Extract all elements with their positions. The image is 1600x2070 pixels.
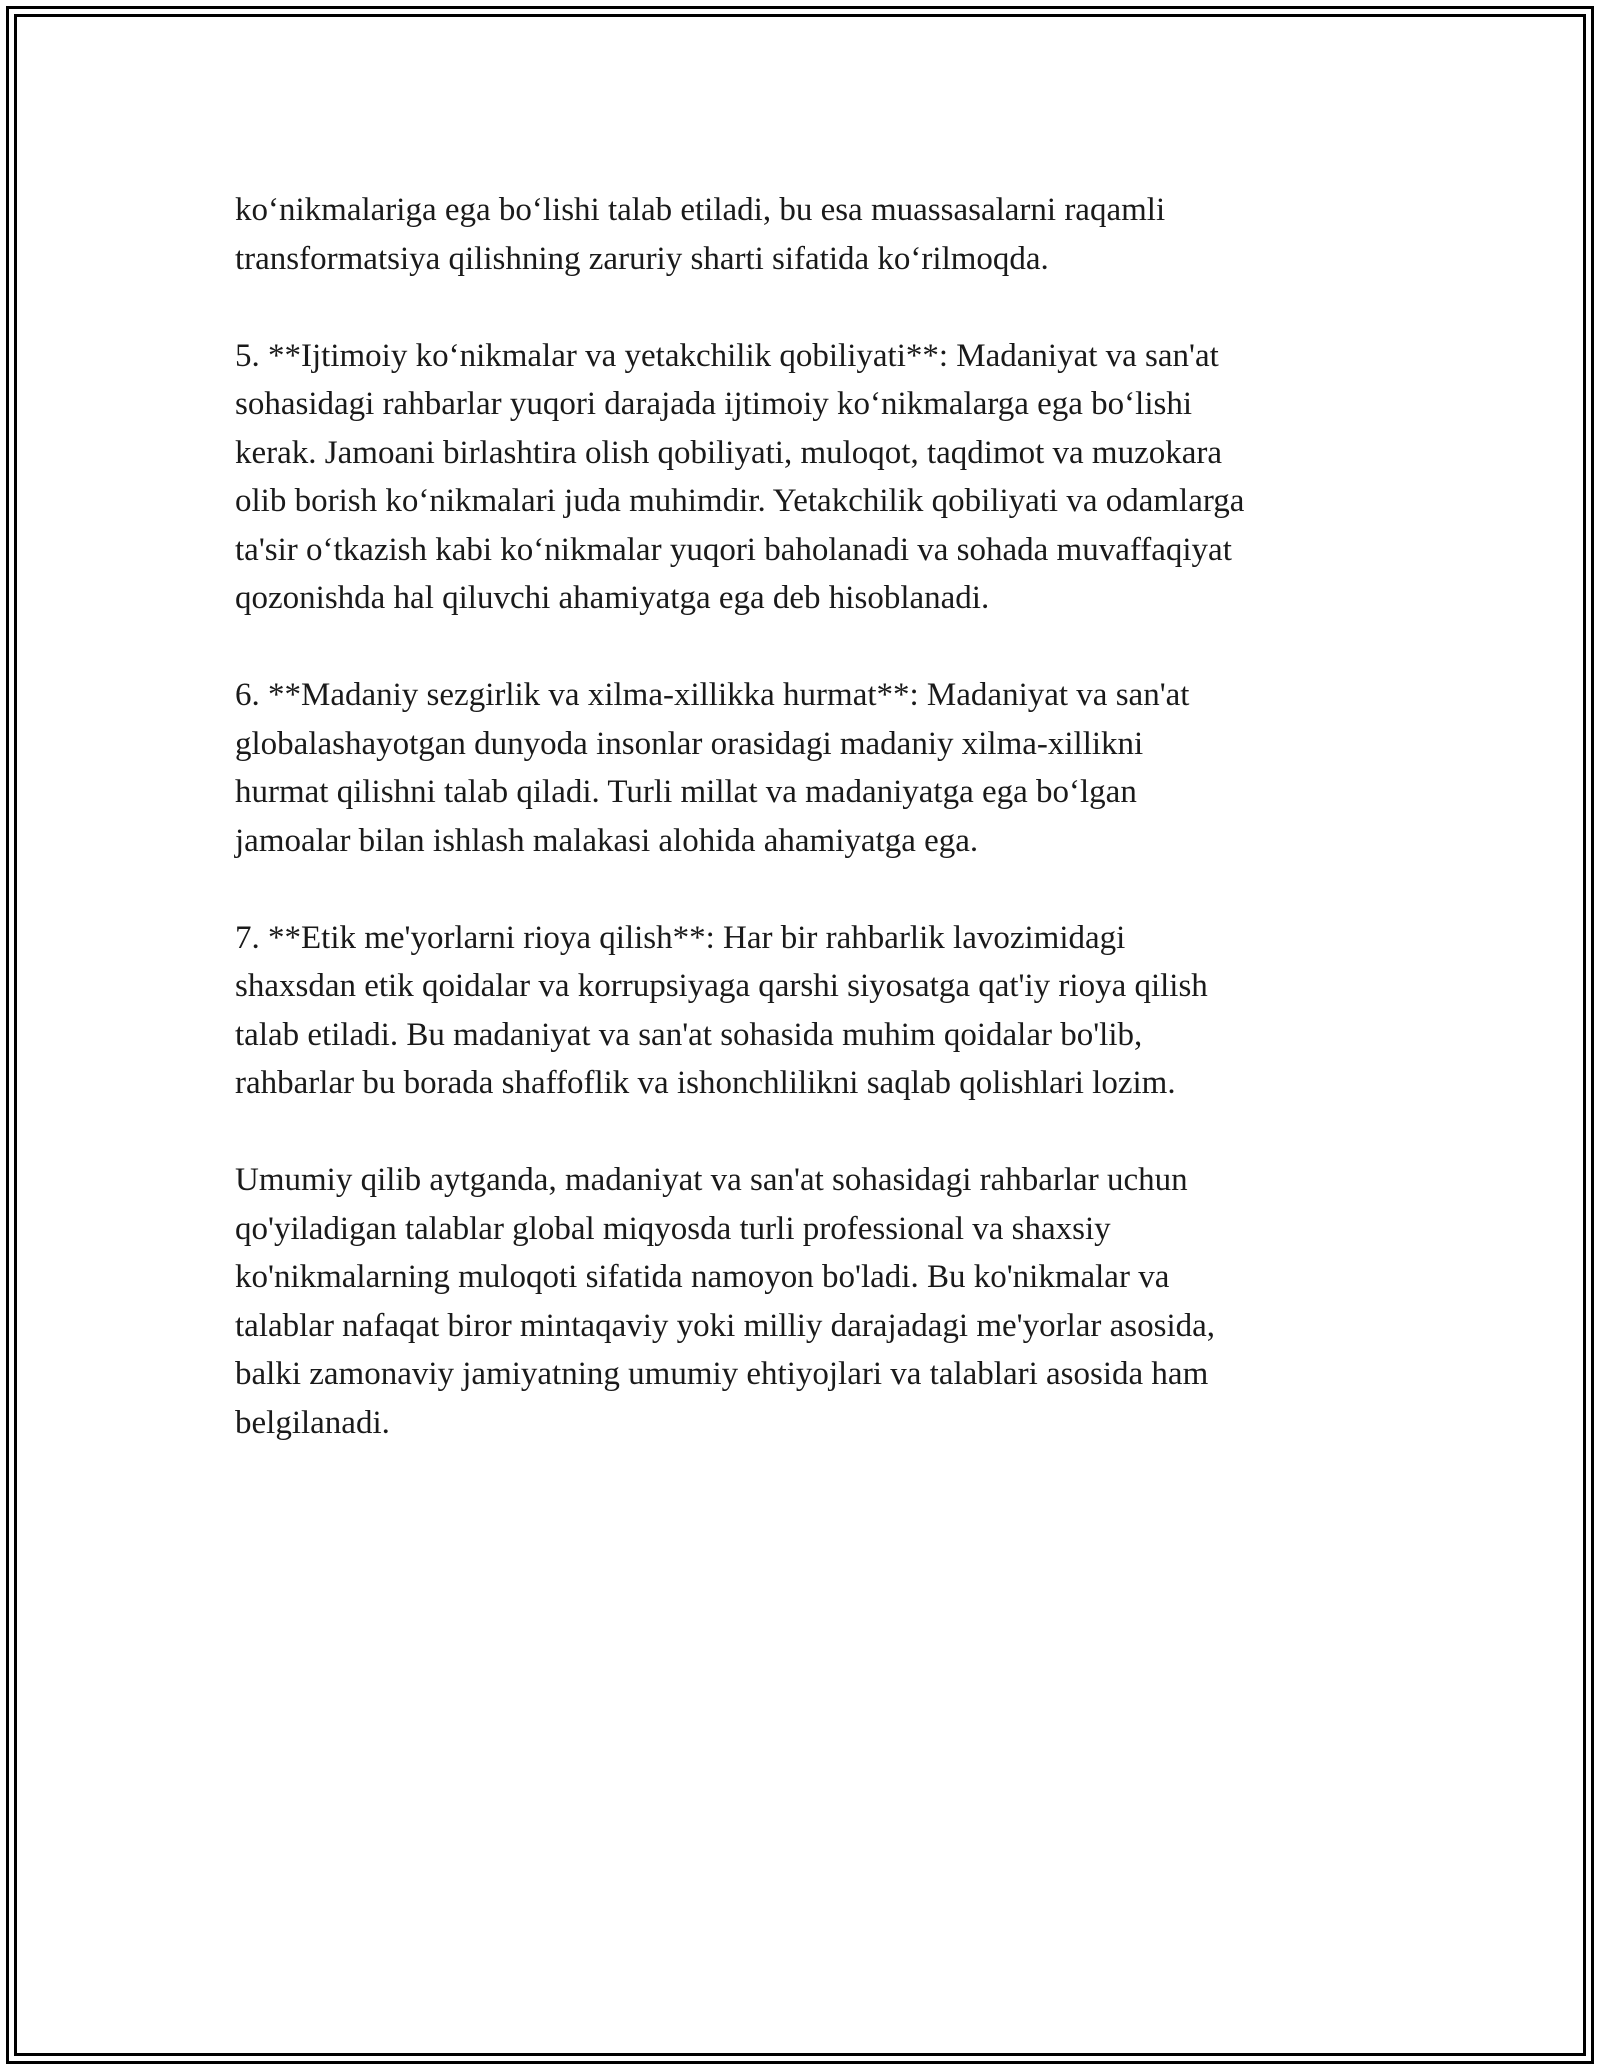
paragraph-item-5: 5. **Ijtimoiy koʻnikmalar va yetakchilik qobiliyati**: Madaniyat va san'at sohasidagi rahbarlar yuqori darajada ijtimoiy koʻnikmalarga ega boʻlishi kerak. Jamoani birlashtira olish qobiliyati, muloqot, taqdimot va muzokara olib borish koʻnikmalari juda muhimdir. Yetakchilik qobiliyati va odamlarga ta'sir oʻtkazish kabi koʻnikmalar yuqori baholanadi va sohada muvaffaqiyat qozonishda hal qiluvchi ahamiyatga ega deb hisoblanadi. — [235, 337, 1245, 616]
paragraph-item-7: 7. **Etik me'yorlarni rioya qilish**: Har bir rahbarlik lavozimidagi shaxsdan etik qoidalar va korrupsiyaga qarshi siyosatga qat'iy rioya qilish talab etiladi. Bu madaniyat va san'at sohasida muhim qoidalar bo'lib, rahbarlar bu borada shaffoflik va ishonchlilikni saqlab qolishlari lozim. — [235, 919, 1208, 1101]
paragraph-intro-continuation: koʻnikmalariga ega boʻlishi talab etiladi, bu esa muassasalarni raqamli transformatsiya qilishning zaruriy sharti sifatida koʻrilmoqda. — [235, 192, 1166, 277]
paragraph-conclusion: Umumiy qilib aytganda, madaniyat va san'at sohasidagi rahbarlar uchun qo'yiladigan talablar global miqyosda turli professional va shaxsiy ko'nikmalarning muloqoti sifatida namoyon bo'ladi. Bu ko'nikmalar va talablar nafaqat biror mintaqaviy yoki milliy darajadagi me'yorlar asosida, balki zamonaviy jamiyatning umumiy ehtiyojlari va talablari asosida ham belgilanadi. — [235, 1162, 1216, 1441]
paragraph-item-6: 6. **Madaniy sezgirlik va xilma-xillikka hurmat**: Madaniyat va san'at globalashayotgan dunyoda insonlar orasidagi madaniy xilma-xillikni hurmat qilishni talab qiladi. Turli millat va madaniyatga ega boʻlgan jamoalar bilan ishlash malakasi alohida ahamiyatga ega. — [235, 677, 1190, 859]
document-body — [235, 186, 1395, 1496]
